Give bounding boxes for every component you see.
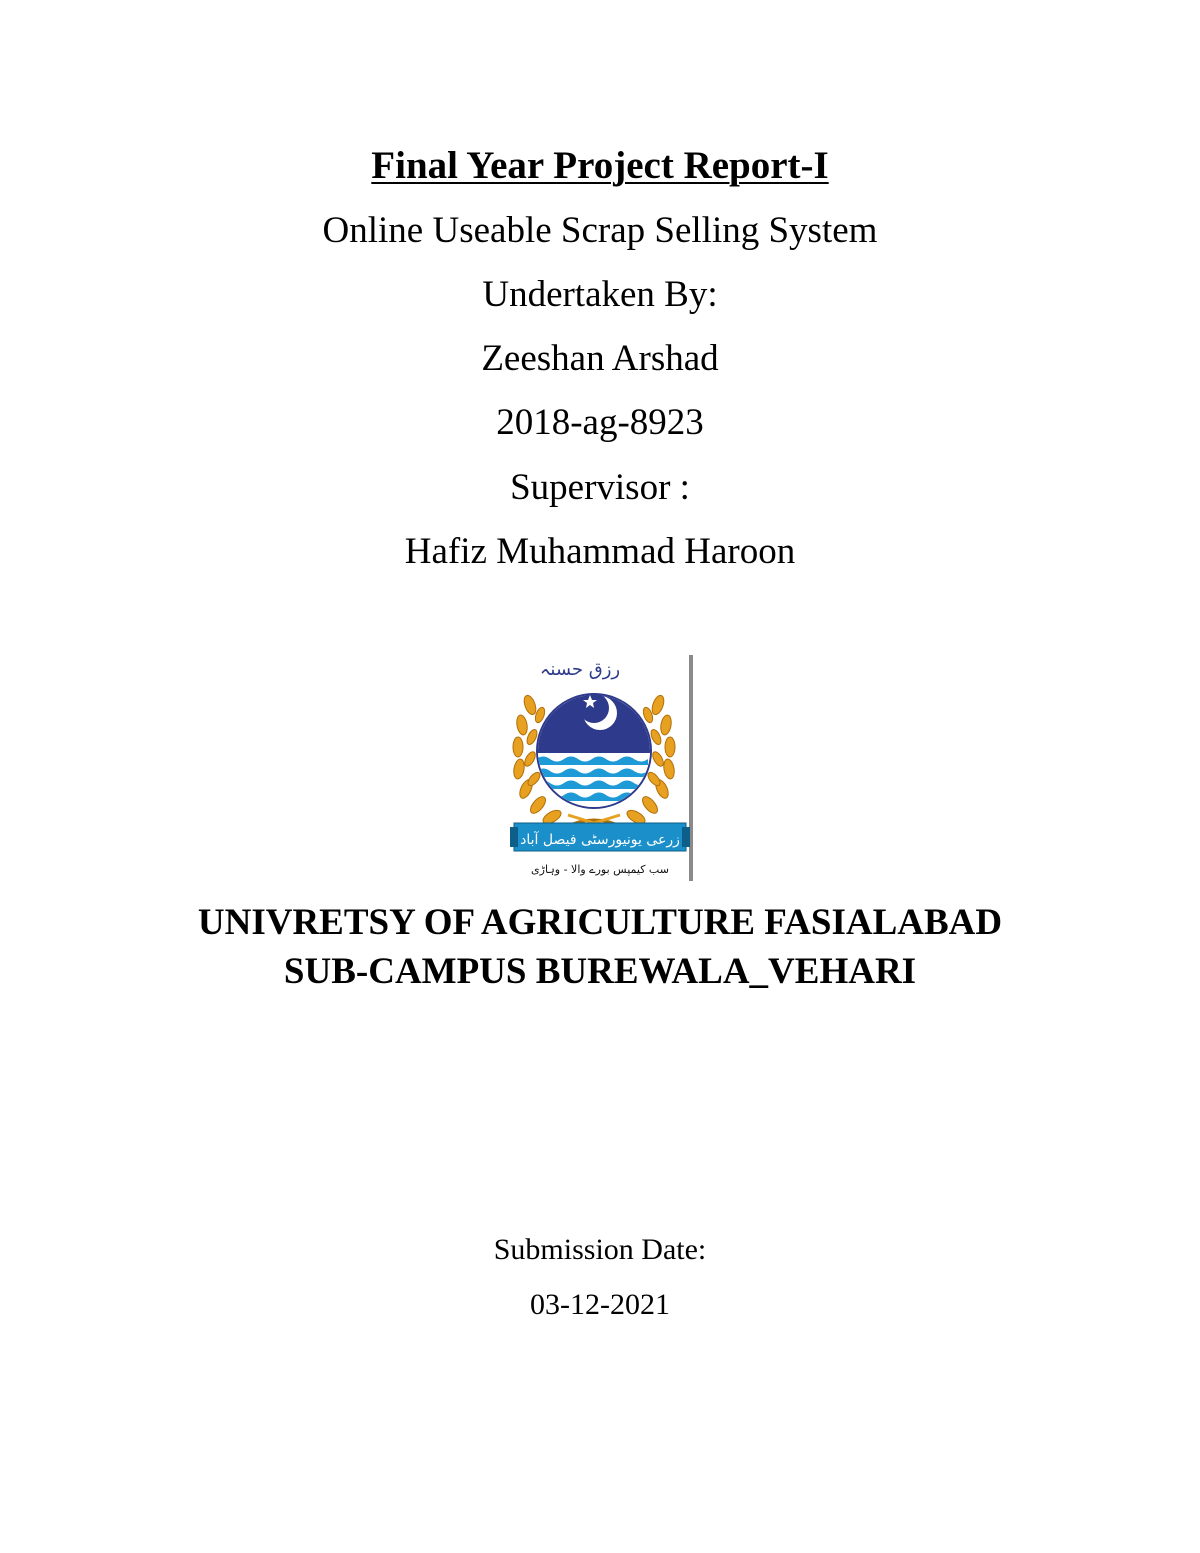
- university-name-line1: UNIVRETSY OF AGRICULTURE FASIALABAD: [197, 902, 1003, 943]
- supervisor-label: Supervisor :: [510, 467, 690, 508]
- logo-motto: رزق حسنہ: [539, 659, 621, 680]
- submission-date: 03-12-2021: [530, 1288, 670, 1321]
- supervisor-name: Hafiz Muhammad Haroon: [404, 531, 796, 572]
- student-id: 2018-ag-8923: [496, 402, 704, 443]
- undertaken-by-label: Undertaken By:: [482, 274, 718, 315]
- logo-banner-text: زرعی یونیورسٹی فیصل آباد: [520, 832, 680, 848]
- university-logo-icon: [508, 655, 698, 881]
- student-name: Zeeshan Arshad: [481, 338, 719, 379]
- report-title: Final Year Project Report-I: [371, 144, 829, 187]
- submission-date-label: Submission Date:: [493, 1233, 707, 1266]
- project-name: Online Useable Scrap Selling System: [322, 210, 878, 251]
- logo-subcampus-text: سب کیمپس بورے والا - وہاڑی: [531, 863, 669, 876]
- university-name-line2: SUB-CAMPUS BUREWALA_VEHARI: [283, 951, 917, 992]
